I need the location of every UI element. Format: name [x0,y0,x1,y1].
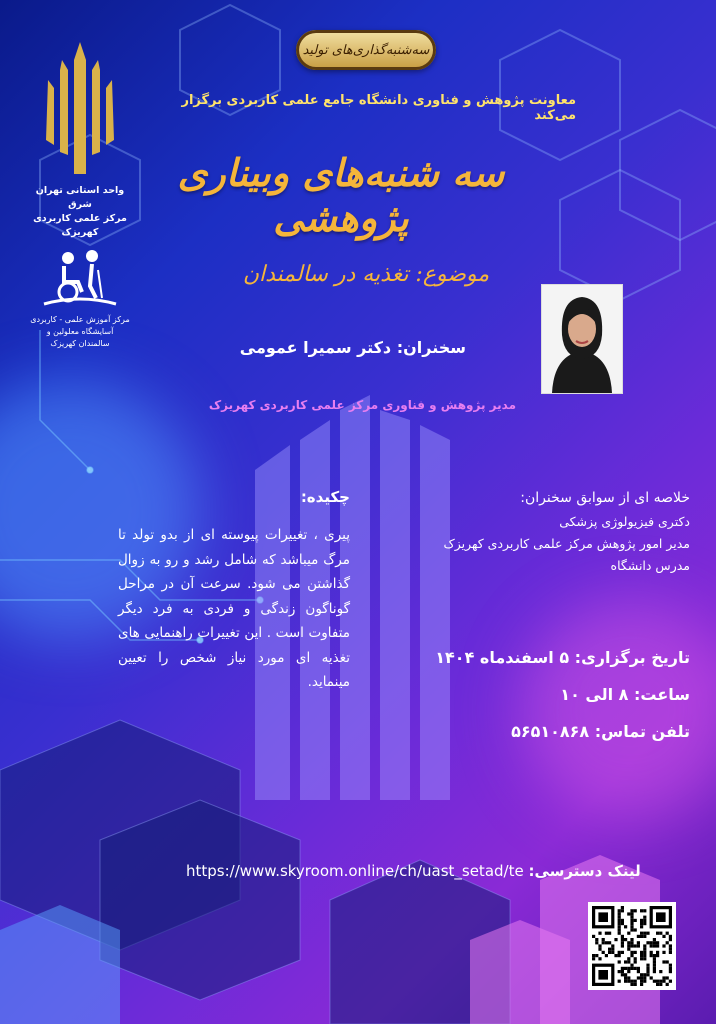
speaker-role: مدیر پژوهش و فناوری مرکز علمی کاربردی کهریزک [208,398,516,412]
event-date: تاریخ برگزاری: ۵ اسفندماه ۱۴۰۴ [435,648,690,667]
bio-line: مدرس دانشگاه [610,558,690,573]
center-line2: آسایشگاه معلولین و سالمندان کهریزک [46,327,114,348]
event-time: ساعت: ۸ الی ۱۰ [560,685,690,704]
abstract-title: چکیده: [300,488,350,506]
banner-text: سه‌شنبه‌گذاری‌های تولید [302,42,430,58]
abstract-body: پیری ، تغییرات پیوسته ای از بدو تولد تا مرگ میباشد که شامل رشد و رو به زوال گذاشتن می شود. سرعت آن در مراحل گوناگون زندگی و فردی به فرد دیگر متفاوت است . این تغییرات راهنمایی های تغذیه ای مورد نیاز شخص را تعیین مینماید. [118,527,350,690]
access-link-row [186,862,686,880]
qr-code-icon [592,906,672,986]
qr-code[interactable] [588,902,676,990]
series-banner [296,30,436,70]
university-pen-logo-icon [30,40,130,180]
access-url[interactable]: https://www.skyroom.online/ch/uast_setad/te [186,862,524,880]
wheelchair-elderly-logo-icon [30,248,130,310]
access-label: لینک دسترسی: [528,862,641,880]
university-logo-block [30,40,130,350]
main-title: سه شنبه‌های وبیناری پژوهشی [177,150,505,240]
university-unit-line2: مرکز علمی کاربردی کهریزک [33,213,127,238]
university-unit-line1: واحد استانی تهران شرق [35,185,125,210]
center-line1: مرکز آموزش علمی - کاربردی [30,315,130,324]
topic-text: موضوع: تغذیه در سالمندان [242,262,490,287]
contact-phone: تلفن تماس: ۵۶۵۱۰۸۶۸ [511,722,690,741]
bio-line: دکتری فیزیولوژی پزشکی [559,514,690,529]
speaker-photo [541,284,623,394]
speaker-portrait-icon [542,285,622,393]
speaker-name: سخنران: دکتر سمیرا عمومی [239,338,466,357]
organizer-text: معاونت پژوهش و فناوری دانشگاه جامع علمی کاربردی برگزار می‌کند [181,93,576,123]
bio-line: مدیر امور پژوهش مرکز علمی کاربردی کهریزک [443,536,690,551]
bio-title: خلاصه ای از سوابق سخنران: [520,490,690,506]
